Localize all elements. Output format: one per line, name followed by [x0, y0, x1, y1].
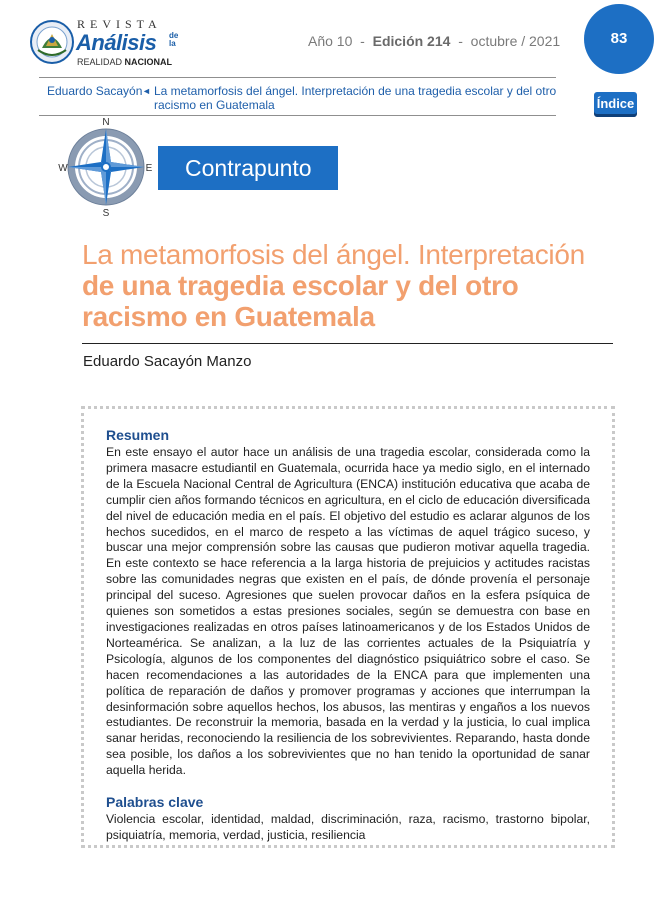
abstract-box [81, 406, 615, 848]
section-banner [158, 146, 338, 190]
journal-logo [30, 17, 180, 69]
logo-revista: REVISTA [77, 17, 162, 31]
index-button[interactable] [594, 92, 637, 114]
left-triangle-icon: ◄ [142, 86, 151, 96]
guatemala-seal-icon [30, 20, 74, 64]
compass-s: S [102, 208, 110, 219]
compass-rose-icon [56, 115, 166, 220]
logo-analisis: Análisis [76, 30, 157, 55]
issue-year: Año 10 [308, 33, 353, 49]
article-title [82, 239, 612, 332]
breadcrumb-title[interactable]: La metamorfosis del ángel. Interpretación de una tragedia escolar y del otro racismo en Guatemala [154, 84, 557, 112]
title-rule [82, 343, 613, 344]
page-number: 83 [610, 29, 628, 47]
keywords-heading: Palabras clave [106, 794, 204, 810]
page-number-badge [584, 4, 654, 74]
abstract-heading: Resumen [106, 427, 170, 443]
issue-info: Año 10 - Edición 214 - octubre / 2021 [308, 33, 561, 49]
breadcrumb-author[interactable]: Eduardo Sacayón [47, 84, 143, 98]
header-top-rule [39, 77, 556, 78]
keywords-text: Violencia escolar, identidad, maldad, discriminación, raza, racismo, trastorno bipolar, psiquiatría, memoria, verdad, justicia, resiliencia [106, 812, 590, 842]
article-title-line2: de una tragedia escolar y del otro racismo en Guatemala [82, 270, 519, 332]
logo-de-la: de la [169, 31, 179, 48]
index-button-label: Índice [596, 95, 635, 111]
article-title-line1: La metamorfosis del ángel. Interpretación [82, 239, 585, 270]
section-title: Contrapunto [185, 154, 312, 181]
logo-realidad-nacional: REALIDAD NACIONAL [77, 57, 173, 67]
compass-e: E [145, 163, 153, 174]
compass-w: W [58, 163, 68, 174]
issue-edition: Edición 214 [372, 33, 451, 49]
article-author: Eduardo Sacayón Manzo [83, 353, 252, 370]
abstract-text: En este ensayo el autor hace un análisis de una tragedia escolar, considerada como la primera masacre estudiantil en Guatemala, ocurrida hace ya medio siglo, en el internado de la Escuela Nacional Central de Agricultura (ENCA) institución educativa que acaba de cumplir cien años formando técnicos en agricultura, en el ciclo de educación diversificada del nivel de educación media en el país. El objetivo del estudio es aclarar algunos de los hechos sucedidos, en el marco de respeto a las víctimas de aquel trágico suceso, y buscar una mejor comprensión sobre las causas que pudieron motivar aquella tragedia. En este contexto se hace referencia a la larga historia de prejuicios y actitudes racistas sobre las comunidades negras que existen en el país, de dónde provenía el personaje principal del suceso. Agresiones que suelen provocar daños en la esfera psíquica de quienes son sometidos a estas presiones sociales, según se demuestra con base en investigaciones realizadas en otros países latinoamericanos y de los Estados Unidos de Norteamérica. Se analizan, a la luz de las corrientes actuales de la Psiquiatría y Psicología, algunos de los componentes del diagnóstico psiquiátrico sobre el caso. Se hacen recomendaciones a las autoridades de la ENCA para que implementen una política de reparación de daños y promover programas y acciones que interrumpan la desinformación sobre aquellos hechos, los abusos, las mentiras y engaños a los nuevos estudiantes. De reconstruir la memoria, basada en la verdad y la justicia, lo cual implica sanar heridas, reconociendo la resiliencia de los sobrevivientes. Reparando, hasta donde sea posible, los daños a los sobrevivientes que no han tenido la oportunidad de sanar aquella herida. [106, 445, 590, 778]
issue-date: octubre / 2021 [470, 33, 561, 49]
compass-n: N [102, 117, 110, 128]
